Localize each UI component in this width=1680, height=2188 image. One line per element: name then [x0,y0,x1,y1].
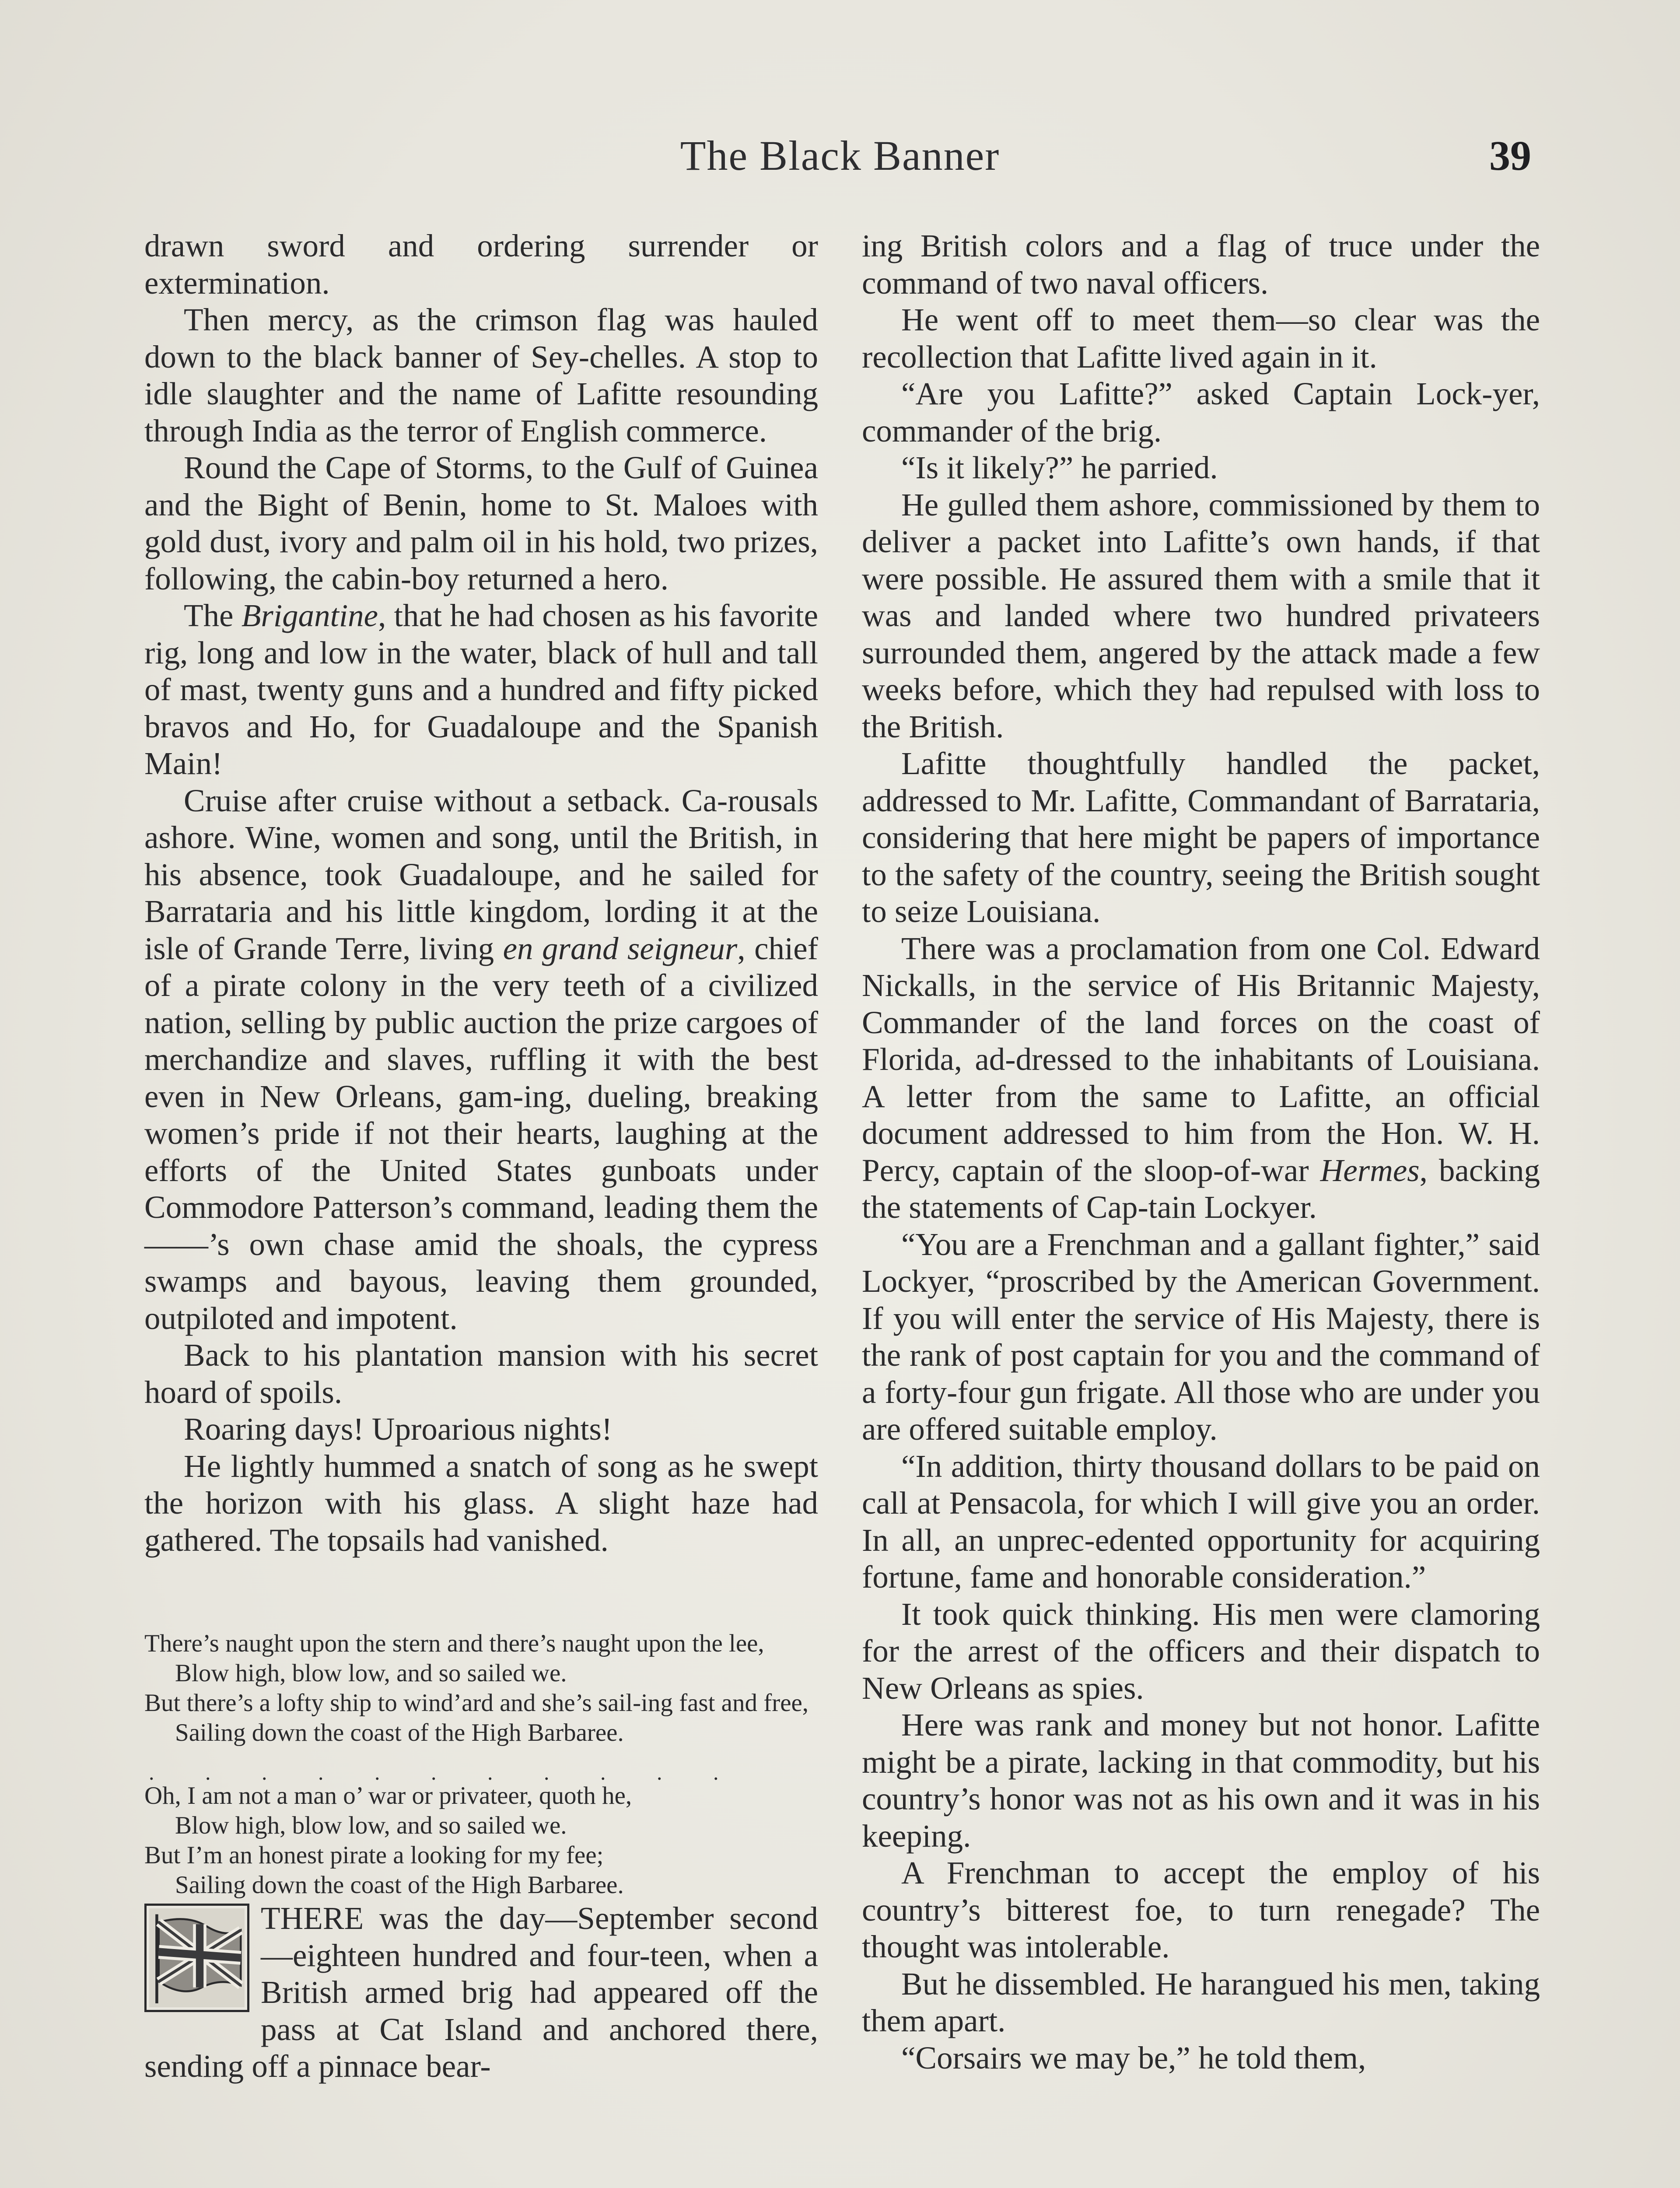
ship-name: Brigantine [241,598,378,633]
paragraph: He went off to meet them—so clear was the recollection that Lafitte lived again in it. [862,302,1540,375]
verse-line: But I’m an honest pirate a looking for my fee; [144,1841,604,1869]
paragraph [144,597,818,782]
text-run: The [184,598,242,633]
verse-line: There’s naught upon the stern and there’s naught upon the lee, [144,1630,764,1657]
text-run: Cruise after cruise without a setback. Ca-rousals ashore. Wine, women and song, until the British, in his absence, took Guadaloupe, and he sailed for Barrataria and his little kingdom, lording it at the isle of Grande Terre, living [144,782,818,966]
paragraph: drawn sword and ordering surrender or extermination. [144,228,818,301]
text-run: , chief of a pirate colony in the very teeth of a civilized nation, selling by public auction the prize cargoes of merchandize and slaves, ruffling it with the best even in New Orleans, gam-ing, dueling, breaking women’s pride if not their hearts, laughing at the efforts of the United States gunboats under Commodore Patterson’s command, leading them the ——’s own chase amid the shoals, the cypress swamps and bayous, leaving them grounded, outpiloted and impotent. [144,930,818,1336]
song-verse [144,1629,818,1900]
verse-line: Blow high, blow low, and so sailed we. [175,1659,567,1687]
paragraph: “Are you Lafitte?” asked Captain Lock-yer, commander of the brig. [862,376,1540,449]
paragraph [144,782,818,1337]
flag-dropcap-icon [144,1904,249,2012]
ellipsis-dots: . . . . . . . . . . . [149,1760,742,1785]
text-run: was the day—September second—eighteen hundred and four-teen, when a British armed brig had appeared off the pass at Cat Island and anchored there, sending off a pinnace bear- [144,1900,818,2084]
page-number: 39 [1489,132,1531,179]
paragraph: “Is it likely?” he parried. [901,450,1218,485]
left-column [144,228,818,2085]
italic-phrase: en grand seigneur [503,930,738,966]
text-run: , backing the statements of Cap-tain Lockyer. [862,1152,1540,1225]
paragraph: Roaring days! Uproarious nights! [184,1411,612,1447]
paragraph: Here was rank and money but not honor. Lafitte might be a pirate, lacking in that commodity, but his country’s honor was not as his own and it was in his keeping. [862,1707,1540,1854]
running-head: The Black Banner [680,132,1000,179]
paragraph [862,930,1540,1226]
verse-line: Blow high, blow low, and so sailed we. [175,1812,567,1839]
paragraph: “You are a Frenchman and a gallant fighter,” said Lockyer, “proscribed by the American Government. If you will enter the service of His Majesty, there is the rank of post captain for you and the command of a forty-four gun frigate. All those who are under you are offered suitable employ. [862,1226,1540,1447]
paragraph: ing British colors and a flag of truce under the command of two naval officers. [862,228,1540,301]
text-run: , that he had chosen as his favorite rig, long and low in the water, black of hull and tall of mast, twenty guns and a hundred and fifty picked bravos and Ho, for Guadaloupe and the Spanish Main! [144,598,818,781]
text-run: There was a proclamation from one Col. Edward Nickalls, in the service of His Britannic Majesty, Commander of the land forces on the coast of Florida, ad-dressed to the inhabitants of Louisiana. A letter from the same to Lafitte, an official document addressed to him from the Hon. W. H. Percy, captain of the sloop-of-war [862,930,1540,1188]
paragraph: “Corsairs we may be,” he told them, [901,2040,1366,2076]
verse-line: Sailing down the coast of the High Barbaree. [175,1871,624,1899]
paragraph: He gulled them ashore, commissioned by them to deliver a packet into Lafitte’s own hands, if that were possible. He assured them with a smile that it was and landed where two hundred privateers surrounded them, angered by the attack made a few weeks before, which they had repulsed with loss to the British. [862,487,1540,744]
paragraph: A Frenchman to accept the employ of his country’s bitterest foe, to turn renegade? The thought was intolerable. [862,1855,1540,1964]
paragraph: Lafitte thoughtfully handled the packet, addressed to Mr. Lafitte, Commandant of Barrataria, considering that here might be papers of importance to the safety of the country, seeing the British sought to seize Louisiana. [862,746,1540,929]
paragraph: He lightly hummed a snatch of song as he swept the horizon with his glass. A slight haze had gathered. The topsails had vanished. [144,1448,818,1558]
paragraph: It took quick thinking. His men were clamoring for the arrest of the officers and their dispatch to New Orleans as spies. [862,1596,1540,1706]
verse-line: Sailing down the coast of the High Barbaree. [175,1719,624,1746]
ship-name: Hermes [1320,1152,1420,1188]
paragraph: But he dissembled. He harangued his men, taking them apart. [862,1966,1540,2038]
paragraph: Round the Cape of Storms, to the Gulf of Guinea and the Bight of Benin, home to St. Maloes with gold dust, ivory and palm oil in his hold, two prizes, following, the cabin-boy returned a hero. [144,450,818,596]
right-column [862,228,1540,2076]
paragraph: Back to his plantation mansion with his secret hoard of spoils. [144,1337,818,1410]
paragraph: “In addition, thirty thousand dollars to be paid on call at Pensacola, for which I will give you an order. In all, an unprec-edented opportunity for acquiring fortune, fame and honorable consideration.” [862,1448,1540,1595]
paragraph [144,1900,818,2085]
verse-line: Oh, I am not a man o’ war or privateer, quoth he, [144,1782,632,1809]
verse-line: But there’s a lofty ship to wind’ard and she’s sail-ing fast and free, [144,1689,809,1717]
dropcap-word: THERE [261,1900,364,1936]
paragraph: Then mercy, as the crimson flag was hauled down to the black banner of Sey-chelles. A stop to idle slaughter and the name of Lafitte resounding through India as the terror of English commerce. [144,302,818,449]
